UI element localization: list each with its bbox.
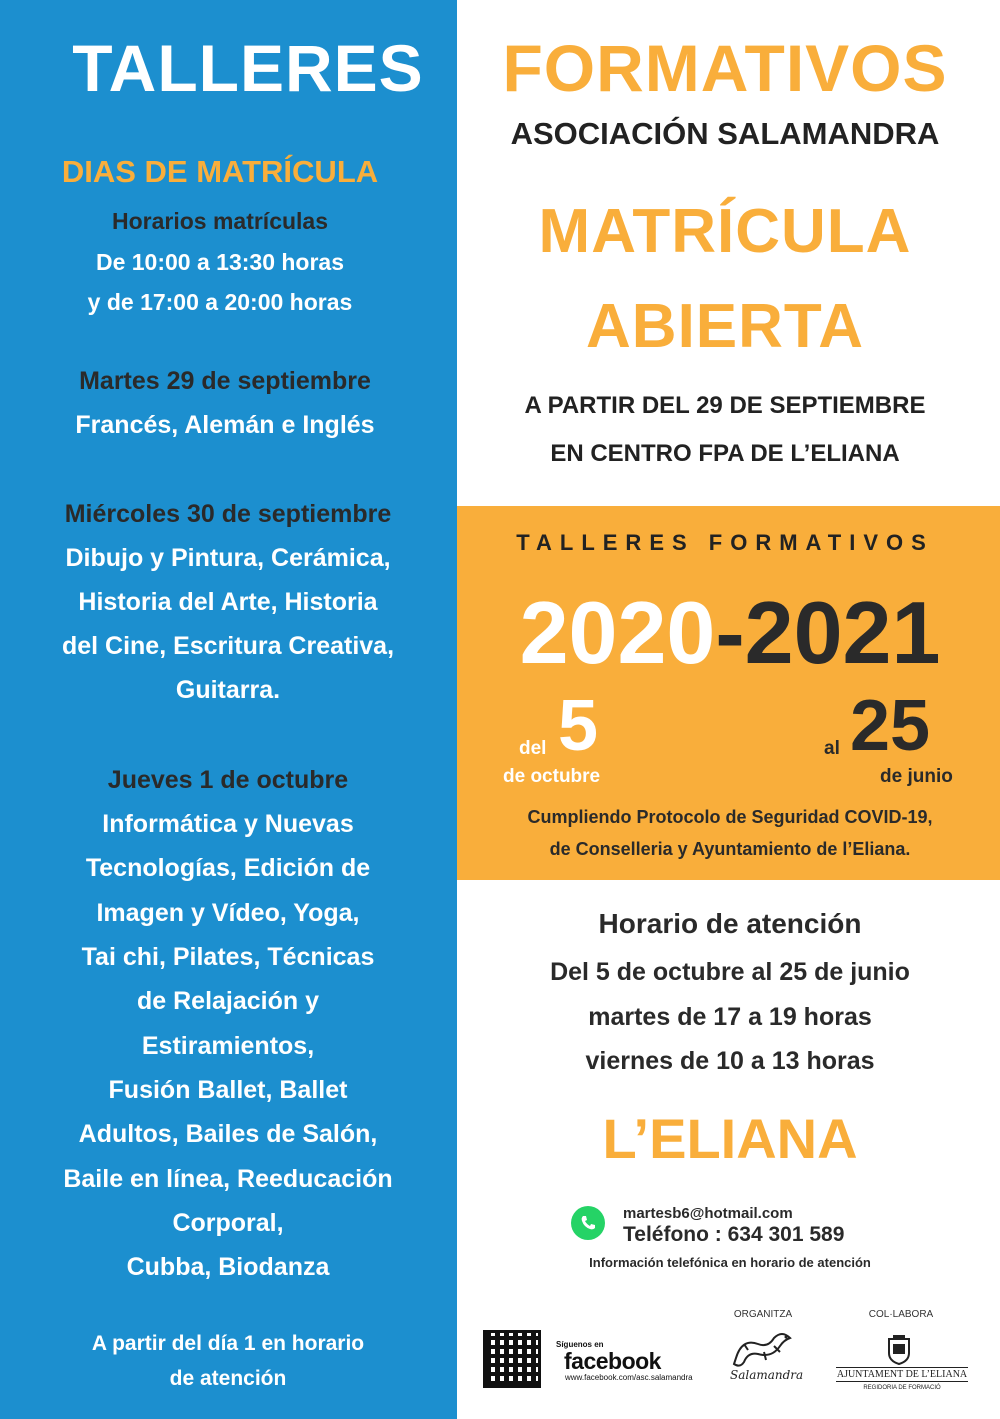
- hours-heading: Horarios matrículas: [111, 208, 329, 234]
- thursday-course-line: Tai chi, Pilates, Técnicas: [81, 943, 375, 971]
- wednesday-title: Miércoles 30 de septiembre: [64, 500, 392, 528]
- tuesday-title: Martes 29 de septiembre: [79, 367, 371, 395]
- thursday-course-line: Adultos, Bailes de Salón,: [78, 1120, 378, 1148]
- protocol-line: de Conselleria y Ayuntamiento de l’Eliana.: [549, 839, 911, 859]
- hours-morning: De 10:00 a 13:30 horas: [95, 249, 345, 275]
- to-month: de junio: [880, 766, 953, 787]
- title-talleres: TALLERES: [72, 31, 424, 105]
- regidoria-name: REGIDORIA DE FORMACIÓ: [863, 1385, 941, 1391]
- contact-note: Información telefónica en horario de atención: [589, 1255, 871, 1270]
- association-name: ASOCIACIÓN SALAMANDRA: [510, 116, 940, 151]
- thursday-course-line: Informática y Nuevas: [102, 810, 354, 838]
- school-year: [470, 582, 990, 684]
- from-prefix: del: [519, 738, 547, 759]
- organiza-label: ORGANITZA: [733, 1309, 793, 1320]
- thursday-course-line: Corporal,: [172, 1209, 284, 1237]
- contact-phone[interactable]: Teléfono : 634 301 589: [623, 1223, 845, 1246]
- facebook-logo[interactable]: facebook: [564, 1348, 661, 1374]
- ajuntament-crest-icon: [887, 1335, 911, 1365]
- band-label: TALLERES FORMATIVOS: [516, 530, 934, 555]
- attention-title: Horario de atención: [598, 908, 862, 939]
- attention-line: viernes de 10 a 13 horas: [585, 1047, 875, 1075]
- attention-line: martes de 17 a 19 horas: [588, 1003, 872, 1031]
- title-formativos: FORMATIVOS: [502, 31, 948, 105]
- qr-code[interactable]: [483, 1330, 541, 1388]
- from-day: 5: [558, 686, 599, 766]
- to-prefix: al: [824, 738, 840, 759]
- crest-icon: [887, 1335, 911, 1365]
- thursday-course-line: Tecnologías, Edición de: [85, 854, 371, 882]
- salamander-icon: [728, 1328, 800, 1372]
- salamandra-logo: [728, 1328, 804, 1386]
- follow-label: Síguenos en: [556, 1340, 604, 1349]
- thursday-course-line: Baile en línea, Reeducación: [63, 1165, 393, 1193]
- salamandra-wordmark: Salamandra: [730, 1368, 804, 1382]
- facebook-url[interactable]: www.facebook.com/asc.salamandra: [565, 1373, 693, 1382]
- contact-email[interactable]: martesb6@hotmail.com: [623, 1205, 793, 1222]
- year-end: 2021: [744, 583, 941, 682]
- thursday-course-line: Cubba, Biodanza: [126, 1253, 330, 1281]
- wednesday-course-line: Dibujo y Pintura, Cerámica,: [65, 544, 391, 572]
- enrollment-days-title: DIAS DE MATRÍCULA: [61, 154, 379, 189]
- wednesday-course-line: Historia del Arte, Historia: [78, 588, 378, 616]
- tuesday-courses: Francés, Alemán e Inglés: [75, 411, 375, 439]
- year-separator: -: [715, 583, 745, 682]
- left-footer-line: de atención: [169, 1367, 287, 1390]
- town-name: L’ELIANA: [602, 1107, 858, 1170]
- wednesday-course-line: del Cine, Escritura Creativa,: [61, 632, 395, 660]
- wednesday-course-line: Guitarra.: [175, 676, 281, 704]
- from-month: de octubre: [503, 766, 601, 787]
- whatsapp-icon: [571, 1206, 605, 1240]
- banner-abierta: ABIERTA: [586, 292, 864, 361]
- start-date-line: A PARTIR DEL 29 DE SEPTIEMBRE: [524, 392, 926, 419]
- hours-afternoon: y de 17:00 a 20:00 horas: [87, 289, 353, 315]
- thursday-course-line: Estiramientos,: [141, 1032, 315, 1060]
- ajuntament-name: AJUNTAMENT DE L’ELIANA: [836, 1369, 968, 1380]
- thursday-course-line: de Relajación y: [136, 987, 320, 1015]
- thursday-course-line: Imagen y Vídeo, Yoga,: [96, 899, 360, 927]
- phone-icon: [578, 1213, 598, 1233]
- protocol-line: Cumpliendo Protocolo de Seguridad COVID-19,: [527, 807, 933, 827]
- colabora-label: COL·LABORA: [868, 1309, 934, 1320]
- to-day: 25: [850, 686, 931, 766]
- start-location-line: EN CENTRO FPA DE L’ELIANA: [550, 440, 900, 467]
- banner-matricula: MATRÍCULA: [538, 197, 912, 266]
- attention-line: Del 5 de octubre al 25 de junio: [550, 958, 910, 986]
- left-footer-line: A partir del día 1 en horario: [91, 1332, 365, 1355]
- thursday-title: Jueves 1 de octubre: [107, 766, 349, 794]
- thursday-course-line: Fusión Ballet, Ballet: [108, 1076, 348, 1104]
- year-start: 2020: [519, 583, 716, 682]
